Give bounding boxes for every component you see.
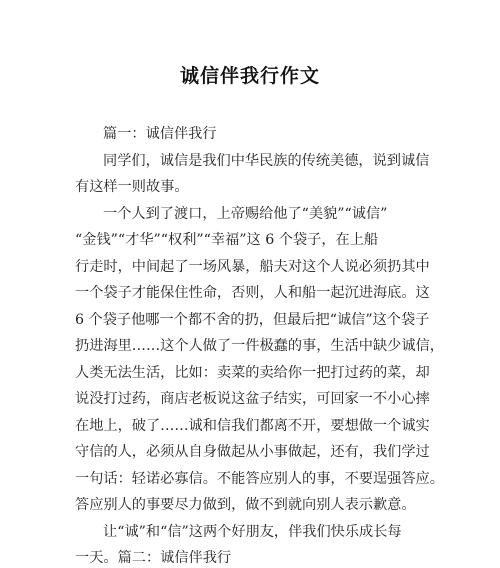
- paragraph-line: 行走时，中间起了一场风暴，船夫对这个人说必须扔其中: [75, 258, 430, 275]
- document-title: 诚信伴我行作文: [179, 65, 320, 87]
- section-heading: 篇一：诚信伴我行: [103, 126, 217, 142]
- paragraph-line: 让“诚”和“信”这两个好朋友，伴我们快乐成长每: [103, 523, 402, 540]
- paragraph-line: 答应别人的事要尽力做到，做不到就向别人表示歉意。: [75, 497, 416, 513]
- paragraph-line: 一个袋子才能保住性命，否则，人和船一起沉进海底。这: [75, 285, 430, 301]
- paragraph-line: 一个人到了渡口，上帝赐给他了“美貌”“诚信”: [103, 205, 388, 222]
- paragraph-line: 同学们，诚信是我们中华民族的传统美德，说到诚信: [103, 152, 430, 169]
- paragraph-line: 人类无法生活，比如：卖菜的卖给你一把打过药的菜，却: [75, 364, 430, 381]
- paragraph-line: 一天。篇二：诚信伴我行: [75, 550, 232, 566]
- paragraph-line: 6 个袋子他哪一个都不舍的扔，但最后把“诚信”这个袋子: [75, 311, 430, 328]
- paragraph-line: 守信的人，必须从自身做起从小事做起，还有，我们学过: [75, 444, 430, 460]
- paragraph-line: 一句话：轻诺必寡信。不能答应别人的事，不要逞强答应。: [75, 470, 444, 487]
- paragraph-line: “金钱”“才华”“权利”“幸福”这 6 个袋子，在上船: [75, 232, 379, 248]
- paragraph-line: 扔进海里……这个人做了一件极蠢的事，生活中缺少诚信，: [75, 338, 444, 354]
- paragraph-line: 在地上，破了……诚和信我们都离不开，要想做一个诚实: [75, 417, 430, 434]
- paragraph-line: 有这样一则故事。: [75, 179, 189, 195]
- paragraph-line: 说没打过药，商店老板说这盆子结实，可回家一不小心摔: [75, 391, 430, 407]
